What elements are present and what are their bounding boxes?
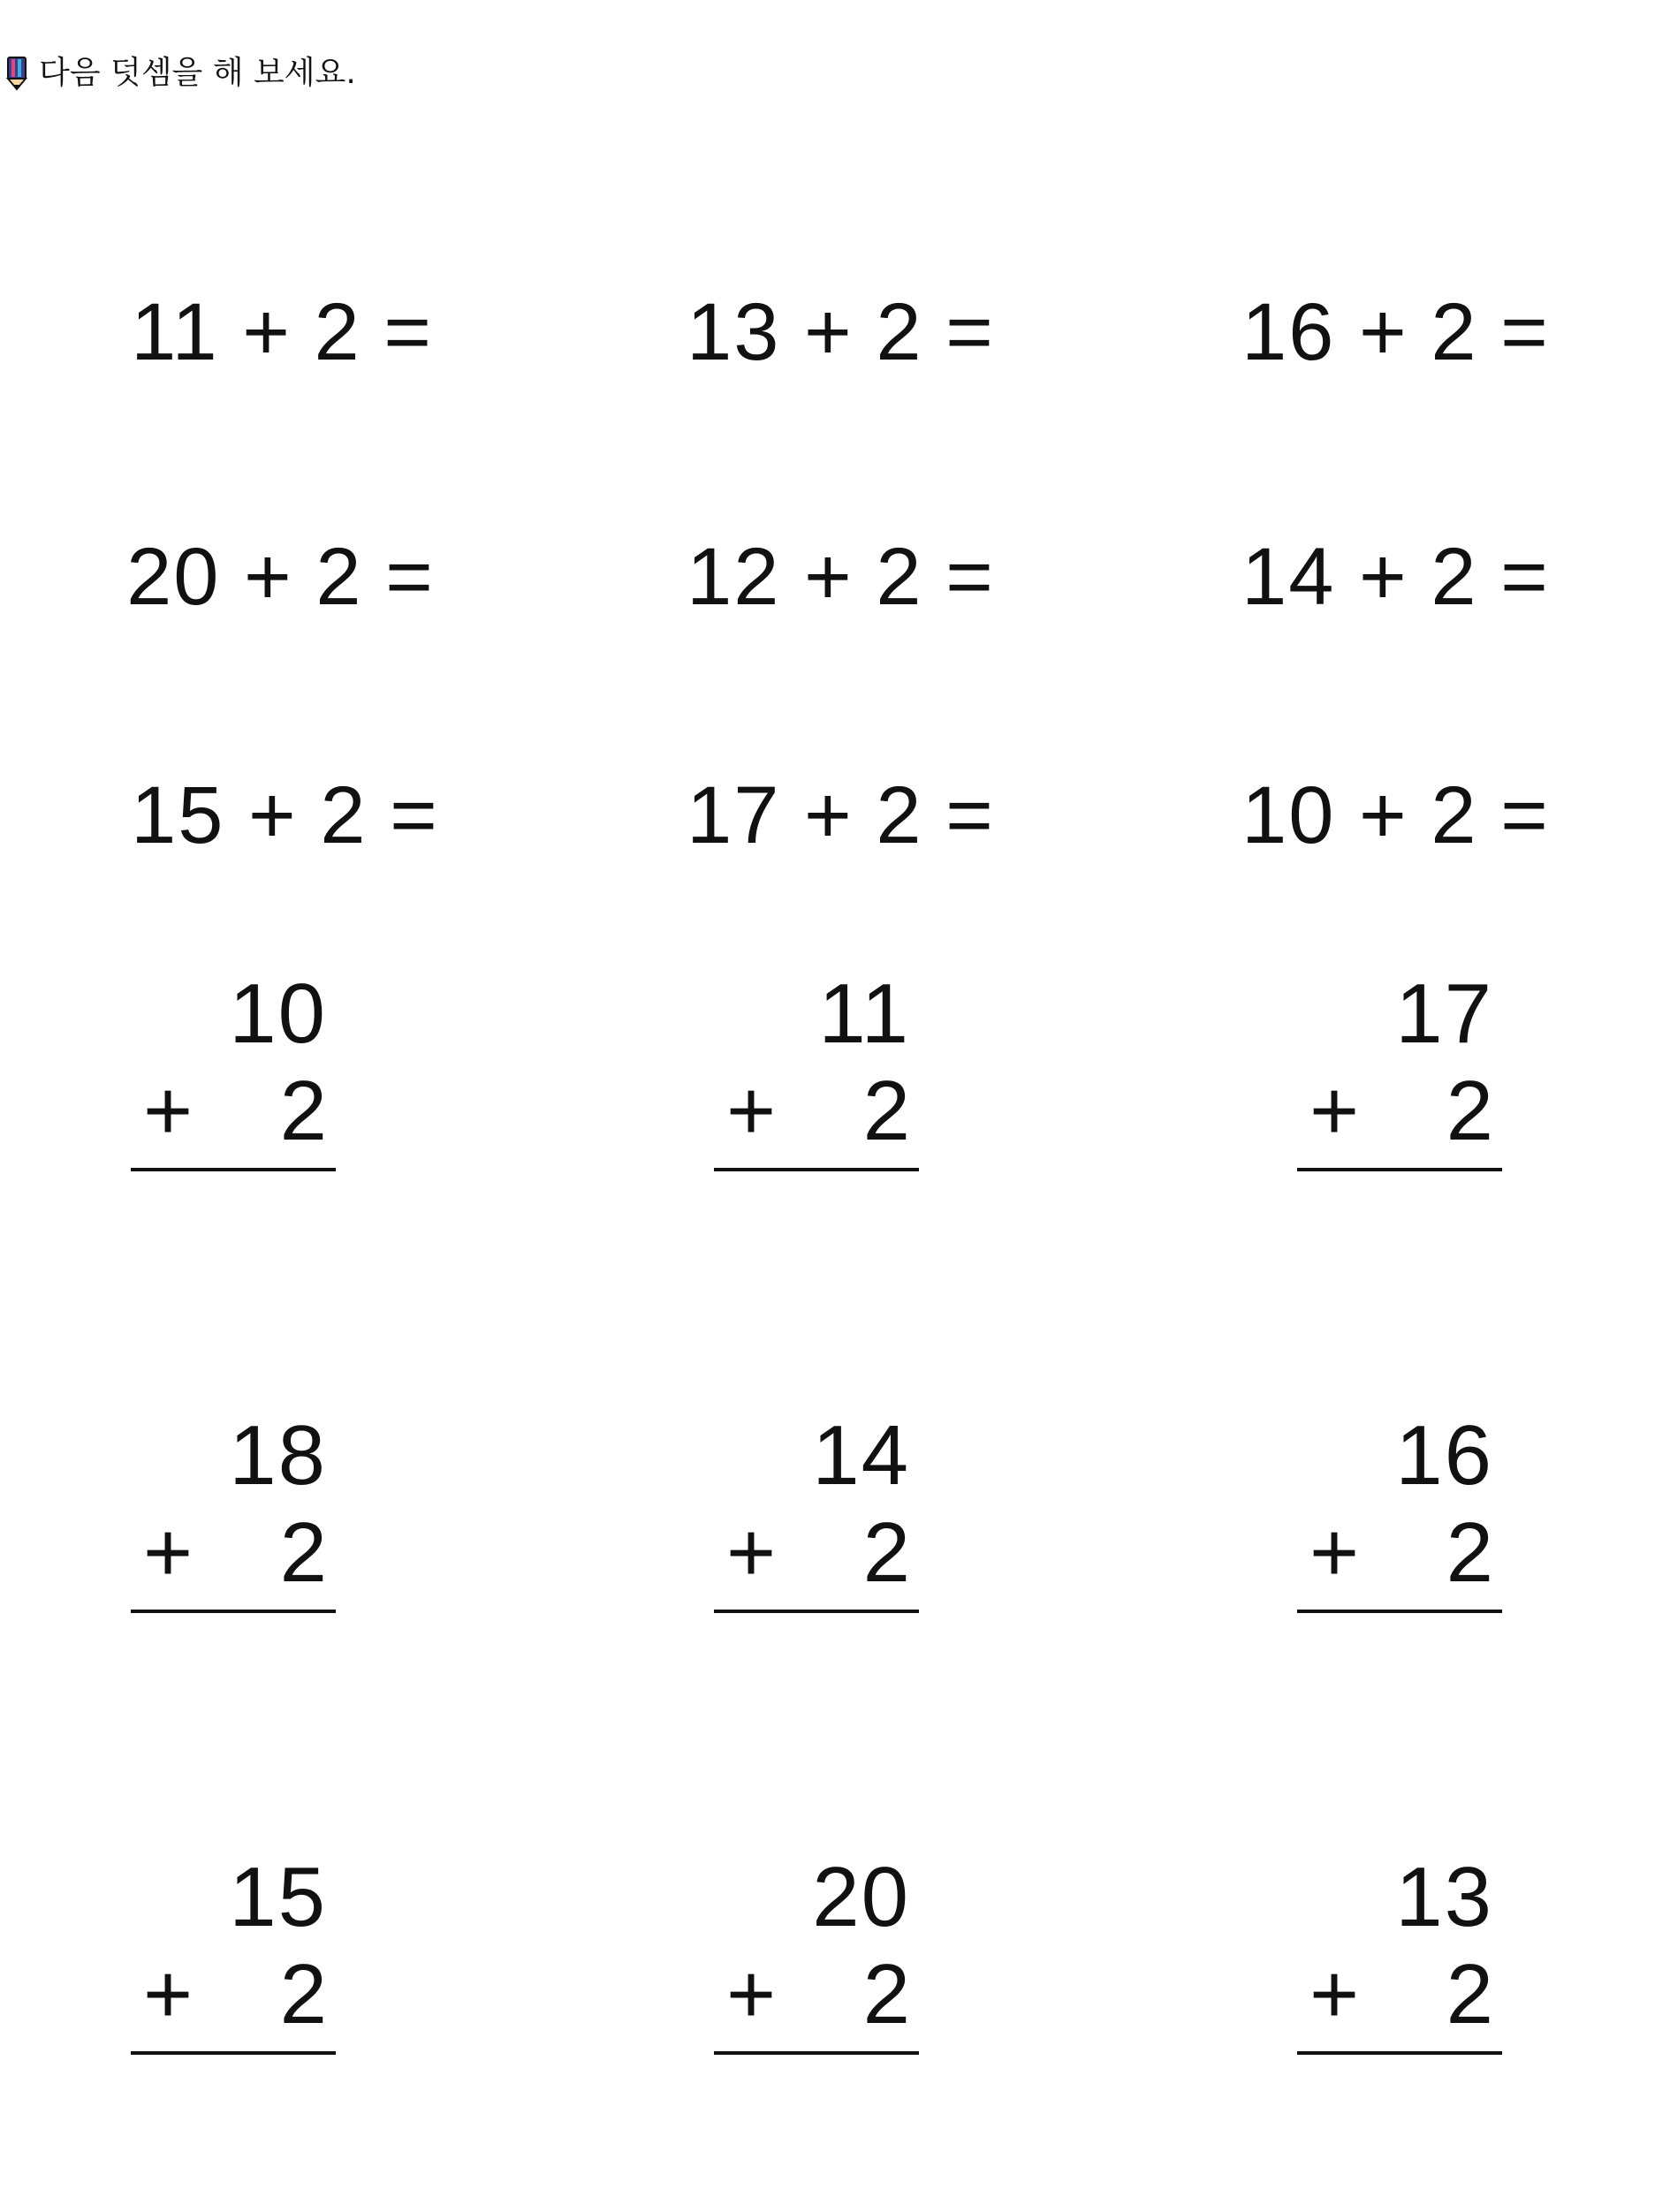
plus-sign: +	[726, 1064, 777, 1158]
first-addend: 14	[1241, 532, 1336, 622]
top-number: 16	[1395, 1408, 1493, 1503]
first-addend: 20	[126, 532, 221, 622]
equals-sign: =	[385, 532, 434, 622]
second-addend: 2	[320, 770, 367, 860]
horizontal-problem	[84, 693, 438, 860]
equals-sign: =	[945, 770, 994, 860]
addend: 2	[279, 1064, 327, 1158]
plus-sign: +	[1309, 1947, 1360, 2042]
addend: 2	[1446, 1505, 1493, 1600]
second-addend: 2	[876, 770, 922, 860]
vertical-problem	[131, 1408, 336, 1617]
first-addend: 13	[687, 287, 781, 377]
vertical-problem	[131, 966, 336, 1175]
second-addend: 2	[1431, 532, 1477, 622]
first-addend: 15	[131, 770, 225, 860]
pencil-icon	[5, 56, 28, 91]
horizontal-problem	[84, 210, 432, 377]
second-addend: 2	[876, 287, 922, 377]
plus-sign: +	[143, 1947, 194, 2042]
horizontal-problem	[80, 455, 434, 622]
addend: 2	[279, 1947, 327, 2042]
plus-sign: +	[248, 770, 297, 860]
first-addend: 17	[687, 770, 781, 860]
answer-line	[131, 2051, 336, 2055]
vertical-problem	[714, 1850, 919, 2058]
vertical-problem	[714, 1408, 919, 1617]
first-addend: 11	[131, 287, 219, 377]
second-addend: 2	[314, 287, 361, 377]
plus-sign: +	[726, 1505, 777, 1600]
answer-line	[714, 1610, 919, 1613]
horizontal-problem	[1195, 455, 1549, 622]
horizontal-problem	[640, 210, 994, 377]
top-number: 14	[812, 1408, 910, 1503]
plus-sign: +	[1309, 1064, 1360, 1158]
plus-sign: +	[242, 287, 291, 377]
vertical-problem	[1297, 966, 1502, 1175]
equals-sign: =	[1500, 770, 1549, 860]
answer-line	[1297, 2051, 1502, 2055]
plus-sign: +	[726, 1947, 777, 2042]
equals-sign: =	[945, 287, 994, 377]
plus-sign: +	[1359, 770, 1408, 860]
vertical-problem	[1297, 1408, 1502, 1617]
addend: 2	[862, 1064, 910, 1158]
first-addend: 10	[1241, 770, 1336, 860]
equals-sign: =	[945, 532, 994, 622]
plus-sign: +	[1359, 532, 1408, 622]
addend: 2	[279, 1505, 327, 1600]
top-number: 13	[1395, 1850, 1493, 1944]
vertical-problem	[131, 1850, 336, 2058]
second-addend: 2	[315, 532, 362, 622]
horizontal-problem	[640, 693, 994, 860]
top-number: 11	[818, 966, 910, 1061]
equals-sign: =	[1500, 287, 1549, 377]
top-number: 15	[229, 1850, 327, 1944]
answer-line	[1297, 1168, 1502, 1171]
first-addend: 16	[1241, 287, 1336, 377]
plus-sign: +	[143, 1064, 194, 1158]
plus-sign: +	[244, 532, 292, 622]
horizontal-problem	[1195, 210, 1549, 377]
plus-sign: +	[804, 770, 853, 860]
addend: 2	[1446, 1947, 1493, 2042]
plus-sign: +	[1309, 1505, 1360, 1600]
answer-line	[1297, 1610, 1502, 1613]
equals-sign: =	[390, 770, 438, 860]
answer-line	[131, 1610, 336, 1613]
addend: 2	[1446, 1064, 1493, 1158]
instruction-text: 다음 덧셈을 해 보세요.	[39, 55, 356, 91]
horizontal-problem	[640, 455, 994, 622]
addend: 2	[862, 1947, 910, 2042]
plus-sign: +	[1359, 287, 1408, 377]
answer-line	[714, 1168, 919, 1171]
answer-line	[714, 2051, 919, 2055]
second-addend: 2	[876, 532, 922, 622]
vertical-problem	[714, 966, 919, 1175]
second-addend: 2	[1431, 287, 1477, 377]
plus-sign: +	[804, 287, 853, 377]
top-number: 17	[1395, 966, 1493, 1061]
plus-sign: +	[804, 532, 853, 622]
second-addend: 2	[1431, 770, 1477, 860]
instruction	[5, 51, 356, 95]
addend: 2	[862, 1505, 910, 1600]
top-number: 10	[229, 966, 327, 1061]
top-number: 20	[812, 1850, 910, 1944]
equals-sign: =	[1500, 532, 1549, 622]
equals-sign: =	[383, 287, 432, 377]
horizontal-problem	[1195, 693, 1549, 860]
top-number: 18	[229, 1408, 327, 1503]
vertical-problem	[1297, 1850, 1502, 2058]
plus-sign: +	[143, 1505, 194, 1600]
first-addend: 12	[687, 532, 781, 622]
answer-line	[131, 1168, 336, 1171]
